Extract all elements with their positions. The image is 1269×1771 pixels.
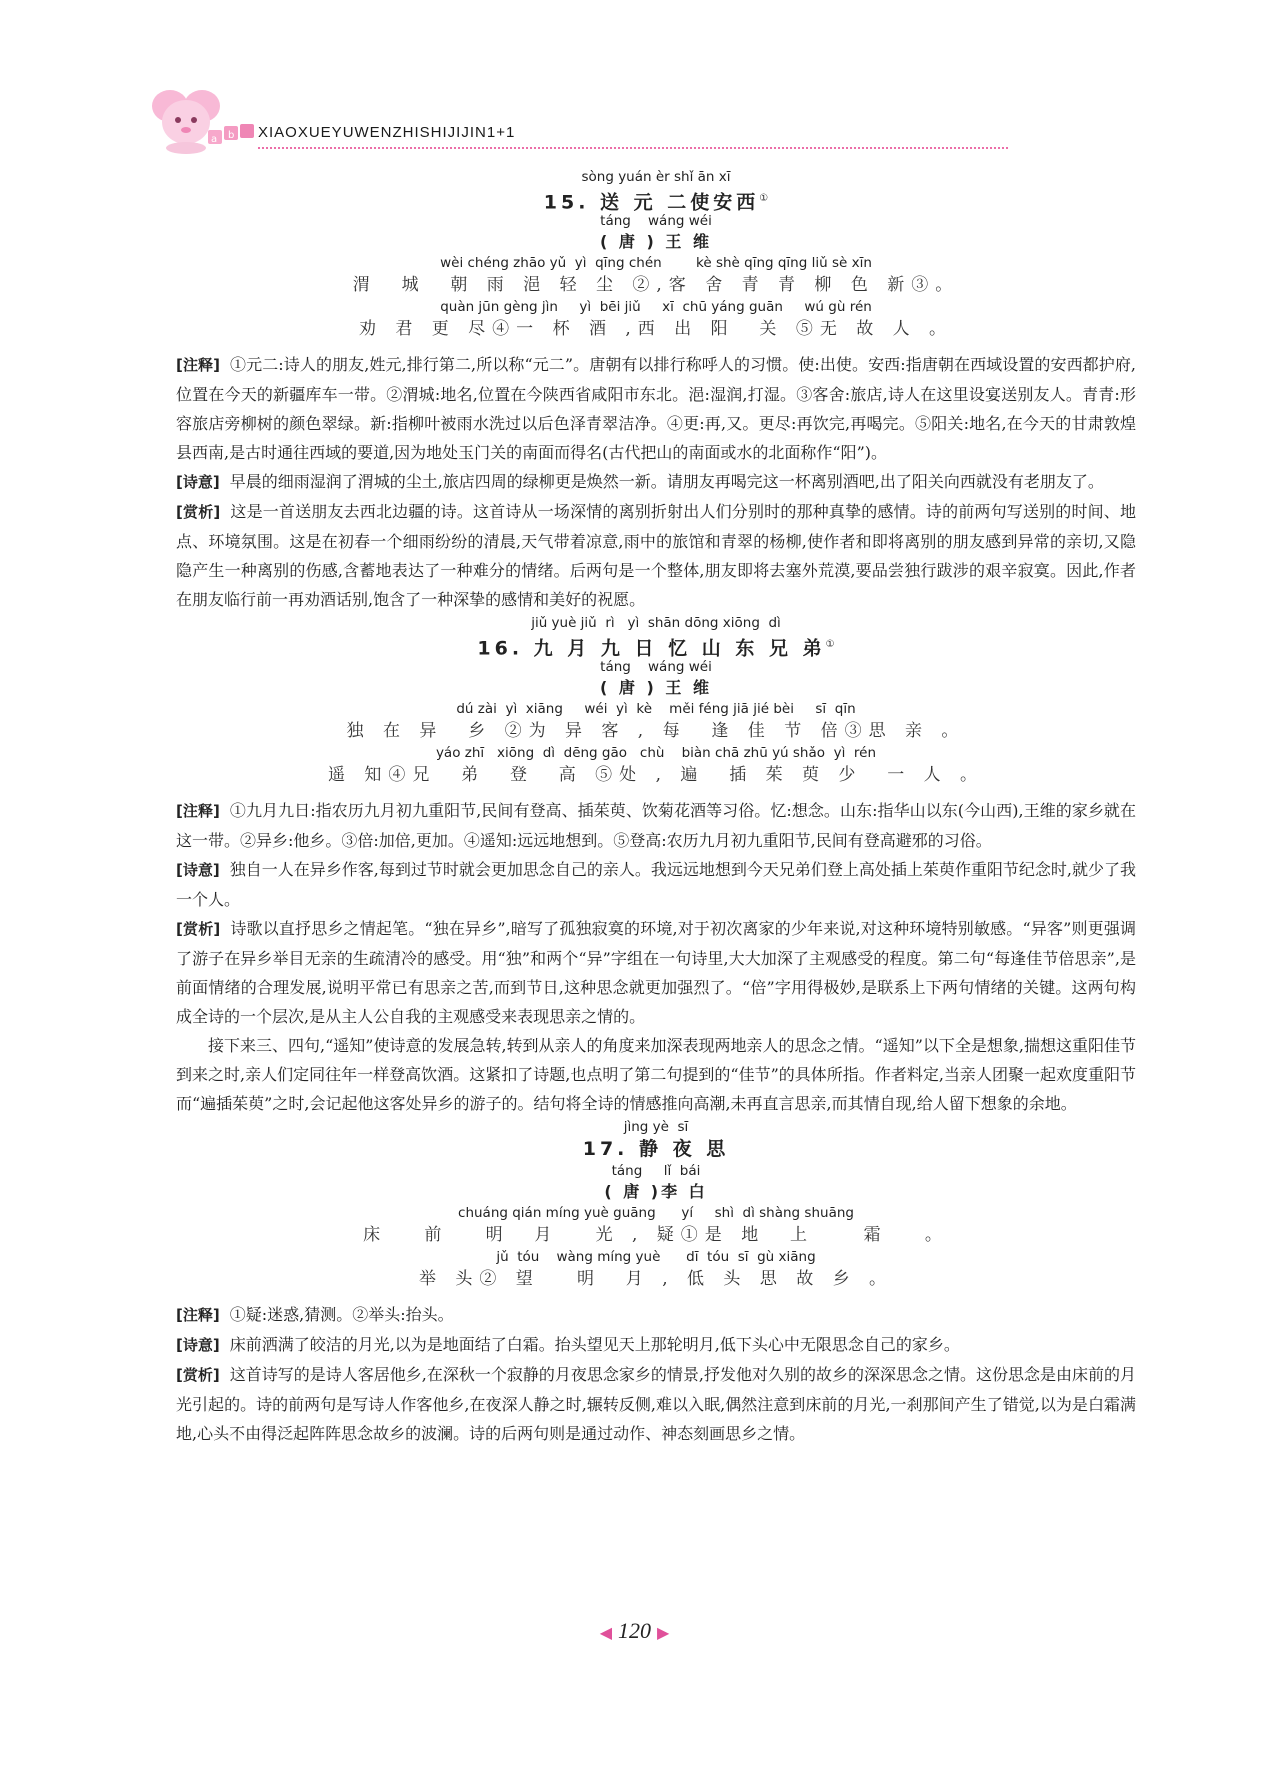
appreciation-paragraph-2: 接下来三、四句,“遥知”使诗意的发展急转,转到从亲人的角度来加深表现两地亲人的思念之情。“遥知”以下全是想象,揣想这重阳佳节到来之时,亲人们定同往年一样登高饮酒。这紧扣了诗题,也点明了第二句提到的“佳节”的具体所指。作者料定,当亲人团聚一起欢度重阳节而“遍插茱萸”之时,会记起他这客处异乡的游子的。结句将全诗的情感推向高潮,未再直言思亲,而其情自现,给人留下想象的余地。	[176, 1036, 1136, 1113]
notes-label: [注释]	[176, 1306, 220, 1324]
poem-title: 15. 送 元 二使安西①	[543, 191, 769, 214]
notes-paragraph: [注释] ①疑:迷惑,猜测。②举头:抬头。	[176, 1305, 454, 1324]
appreciation-paragraph: [赏析] 诗歌以直抒思乡之情起笔。“独在异乡”,暗写了孤独寂寞的环境,对于初次离家的少年来说,对这种环境特别敏感。“异客”则更强调了游子在异乡举目无亲的生疏清冷的感受。用“独”和两个“异”字组在一句诗里,大大加深了主观感受的程度。第二句“每逢佳节倍思亲”,是前面情绪的合理发展,说明平常已有思亲之苦,而到节日,这种思念就更加强烈了。“倍”字用得极妙,是联系上下两句情绪的关键。这两句构成全诗的一个层次,是从主人公自我的主观感受来表现思亲之情的。	[176, 919, 1136, 1026]
page-footer	[0, 1618, 1269, 1644]
notes-label: [注释]	[176, 356, 220, 374]
notes-paragraph: [注释] ①九月九日:指农历九月初九重阳节,民间有登高、插茱萸、饮菊花酒等习俗。忆:想念。山东:指华山以东(今山西),王维的家乡就在这一带。②异乡:他乡。③倍:加倍,更加。④遥知:远远地想到。⑤登高:农历九月初九重阳节,民间有登高避邪的习俗。	[176, 801, 1136, 850]
notes-paragraph: [注释] ①元二:诗人的朋友,姓元,排行第二,所以称“元二”。唐朝有以排行称呼人的习惯。使:出使。安西:指唐朝在西域设置的安西都护府,位置在今天的新疆库车一带。②渭城:地名,位置在今陕西省咸阳市东北。浥:湿润,打湿。③客舍:旅店,诗人在这里设宴送别友人。青青:形容旅店旁柳树的颜色翠绿。新:指柳叶被雨水洗过以后色泽青翠洁净。④更:再,又。更尽:再饮完,再喝完。⑤阳关:地名,在今天的甘肃敦煌县西南,是古时通往西域的要道,因为地处玉门关的南面而得名(古代把山的南面或水的北面称作“阳”)。	[176, 355, 1136, 462]
verse-line: 举 头② 望 明 月 , 低 头 思 故 乡 。	[418, 1269, 894, 1289]
poem-17	[176, 1118, 1136, 1292]
meaning-label: [诗意]	[176, 1336, 220, 1354]
footnote-marker: ①	[825, 639, 835, 650]
svg-text:a: a	[211, 134, 218, 145]
title-pinyin: jìng yè sī	[623, 1119, 689, 1135]
poem-author: ( 唐 ) 王 维	[600, 232, 712, 251]
appreciation-paragraph: [赏析] 这是一首送朋友去西北边疆的诗。这首诗从一场深情的离别折射出人们分别时的那种真挚的感情。诗的前两句写送别的时间、地点、环境氛围。这是在初春一个细雨纷纷的清晨,天气带着凉意,雨中的旅馆和青翠的杨柳,使作者和即将离别的朋友感到异常的亲切,又隐隐产生一种离别的伤感,含蓄地表达了一种难分的情绪。后两句是一个整体,朋友即将去塞外荒漠,要品尝独行跋涉的艰辛寂寞。因此,作者在朋友临行前一再劝酒话别,饱含了一种深挚的感情和美好的祝愿。	[176, 502, 1136, 609]
meaning-paragraph: [诗意] 早晨的细雨湿润了渭城的尘土,旅店四周的绿柳更是焕然一新。请朋友再喝完这一杯离别酒吧,出了阳关向西就没有老朋友了。	[176, 472, 1104, 491]
author-pinyin: táng wáng wéi	[600, 659, 712, 675]
verse-pinyin: yáo zhī xiōng dì dēng gāo chù biàn chā zhū yú shǎo yì rén	[435, 745, 877, 761]
poem-title: 16. 九 月 九 日 忆 山 东 兄 弟①	[477, 637, 835, 660]
poem-author: ( 唐 )李 白	[604, 1182, 708, 1201]
meaning-label: [诗意]	[176, 473, 220, 491]
page-content	[176, 168, 1136, 1448]
appreciation-label: [赏析]	[176, 920, 221, 938]
verse-line: 劝 君 更 尽④一 杯 酒 ,西 出 阳 关 ⑤无 故 人 。	[358, 319, 954, 339]
poem-16	[176, 614, 1136, 788]
appreciation-paragraph: [赏析] 这首诗写的是诗人客居他乡,在深秋一个寂静的月夜思念家乡的情景,抒发他对久别的故乡的深深思念之情。这份思念是由床前的月光引起的。诗的前两句是写诗人作客他乡,在夜深人静之时,辗转反侧,难以入眠,偶然注意到床前的月光,一刹那间产生了错觉,以为是白霜满地,心头不由得泛起阵阵思念故乡的波澜。诗的后两句则是通过动作、神态刻画思乡之情。	[176, 1365, 1136, 1443]
poem-title: 17. 静 夜 思	[582, 1138, 730, 1160]
verse-pinyin: quàn jūn gèng jìn yì bēi jiǔ xī chū yáng guān wú gù rén	[440, 299, 872, 315]
meaning-paragraph: [诗意] 床前洒满了皎洁的月光,以为是地面结了白霜。抬头望见天上那轮明月,低下头心中无限思念自己的家乡。	[176, 1335, 960, 1354]
title-pinyin: sòng yuán èr shǐ ān xī	[581, 169, 731, 185]
verse-pinyin: jǔ tóu wàng míng yuè dī tóu sī gù xiāng	[496, 1249, 816, 1265]
svg-text:b: b	[228, 130, 235, 141]
meaning-paragraph: [诗意] 独自一人在异乡作客,每到过节时就会更加思念自己的亲人。我远远地想到今天兄弟们登上高处插上茱萸作重阳节纪念时,就少了我一个人。	[176, 860, 1136, 909]
verse-line: 床 前 明 月 光 , 疑①是 地 上 霜 。	[363, 1225, 949, 1245]
mascot-mouse-icon	[140, 84, 255, 154]
title-pinyin: jiǔ yuè jiǔ rì yì shān dōng xiōng dì	[531, 615, 781, 631]
author-pinyin: táng lǐ bái	[611, 1163, 701, 1179]
verse-line: 渭 城 朝 雨 浥 轻 尘 ②,客 舍 青 青 柳 色 新③。	[352, 275, 960, 295]
meaning-label: [诗意]	[176, 861, 220, 879]
left-arrow-icon: ◀	[599, 1625, 612, 1642]
right-arrow-icon: ▶	[657, 1625, 670, 1642]
verse-pinyin: wèi chéng zhāo yǔ yì qīng chén kè shè qīng qīng liǔ sè xīn	[440, 255, 872, 271]
site-title: XIAOXUEYUWENZHISHIJIJIN1+1	[258, 124, 516, 141]
verse-line: 独 在 异 乡 ②为 异 客 , 每 逢 佳 节 倍③思 亲 。	[346, 721, 966, 741]
appreciation-label: [赏析]	[176, 1366, 220, 1384]
verse-line: 遥 知④兄 弟 登 高 ⑤处 , 遍 插 茱 萸 少 一 人 。	[327, 765, 985, 785]
notes-label: [注释]	[176, 802, 220, 820]
header-divider	[258, 147, 1008, 149]
appreciation-label: [赏析]	[176, 503, 221, 521]
author-pinyin: táng wáng wéi	[600, 213, 712, 229]
footnote-marker: ①	[759, 193, 769, 204]
poem-15	[176, 168, 1136, 342]
page-header	[140, 84, 1140, 154]
verse-pinyin: chuáng qián míng yuè guāng yí shì dì shàng shuāng	[458, 1205, 854, 1221]
verse-pinyin: dú zài yì xiāng wéi yì kè měi féng jiā jié bèi sī qīn	[456, 701, 856, 717]
page-number: 120	[618, 1618, 651, 1643]
poem-author: ( 唐 ) 王 维	[600, 678, 712, 697]
